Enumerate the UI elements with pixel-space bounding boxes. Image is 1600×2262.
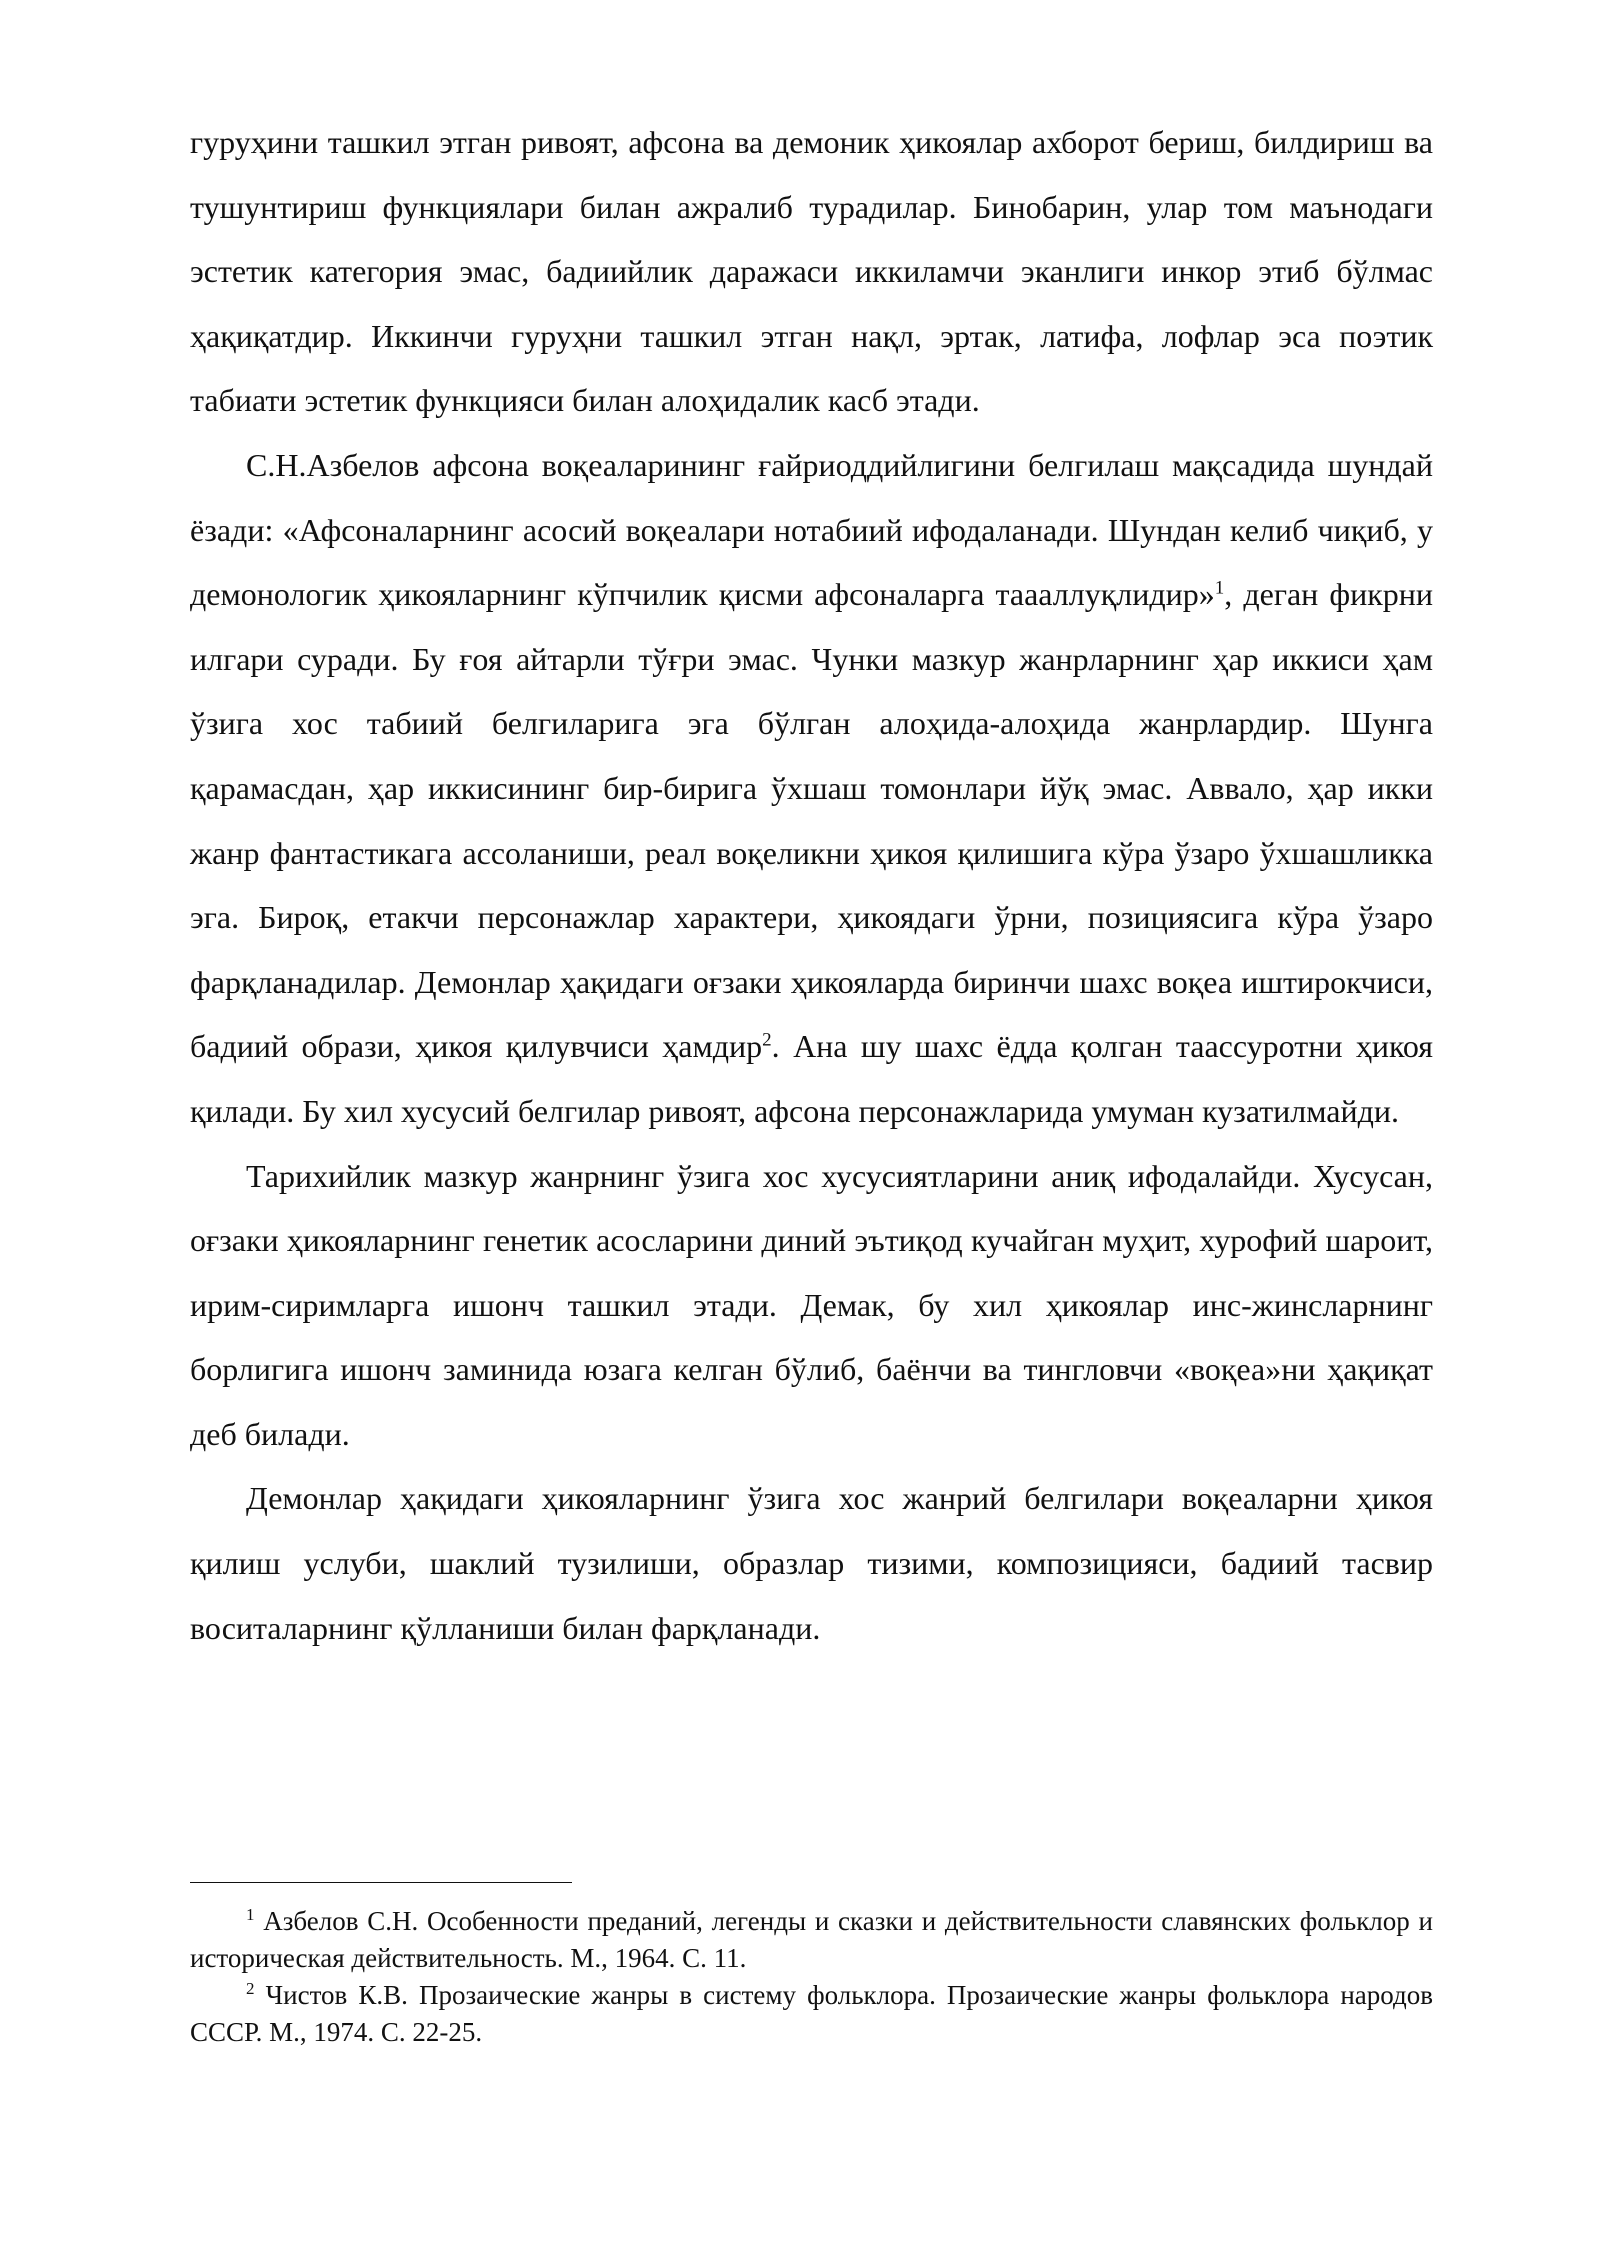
paragraph-text: Тарихийлик мазкур жанрнинг ўзига хос хусусиятларини аниқ ифодалайди. Хусусан, оғзаки ҳикояларнинг генетик асосларини диний эътиқод кучайган муҳит, хурофий шароит, ирим-сиримларга ишонч ташкил этади. Демак, бу хил ҳикоялар инс-жинсларнинг борлигига ишонч заминида юзага келган бўлиб, баёнчи ва тингловчи «воқеа»ни ҳақиқат деб билади. [190, 1157, 1433, 1452]
footnote-number: 1 [246, 1905, 255, 1924]
paragraph-text: Демонлар ҳақидаги ҳикояларнинг ўзига хос жанрий белгилари воқеаларни ҳикоя қилиш услуби, шаклий тузилиши, образлар тизими, композицияси, бадиий тасвир воситаларнинг қўлланиши билан фарқланади. [190, 1480, 1433, 1646]
paragraph-3 [190, 1144, 1433, 1467]
footnotes-section [190, 1882, 1433, 2051]
paragraph-text: , деган фикрни илгари суради. Бу ғоя айтарли тўғри эмас. Чунки мазкур жанрларнинг ҳар иккиси ҳам ўзига хос табиий белгиларига эга бўлган алоҳида-алоҳида жанрлардир. Шунга қарамасдан, ҳар иккисининг бир-бирига ўхшаш томонлари йўқ эмас. Аввало, ҳар икки жанр фантастикага ассоланиши, реал воқеликни ҳикоя қилишига кўра ўзаро ўхшашликка эга. Бироқ, етакчи персонажлар характери, ҳикоядаги ўрни, позициясига кўра ўзаро фарқланадилар. Демонлар ҳақидаги оғзаки ҳикояларда биринчи шахс воқеа иштирокчиси, бадиий образи, ҳикоя қилувчиси ҳамдир [190, 576, 1434, 1065]
paragraph-2 [190, 433, 1433, 1144]
footnote-2 [190, 1977, 1433, 2051]
document-body [190, 110, 1433, 1660]
footnote-reference-2[interactable]: 2 [762, 1029, 772, 1051]
footnote-text: Чистов К.В. Прозаические жанры в систему фольклора. Прозаические жанры фольклора народов СССР. М., 1974. С. 22-25. [190, 1980, 1433, 2047]
paragraph-text: С.Н.Азбелов афсона воқеаларининг ғайриоддийлигини белгилаш мақсадида шундай ёзади: «Афсоналарнинг асосий воқеалари нотабиий ифодаланади. Шундан келиб чиқиб, у демонологик ҳикояларнинг кўпчилик қисми афсоналарга таааллуқлидир» [190, 446, 1433, 613]
footnote-text: Азбелов С.Н. Особенности преданий, легенды и сказки и действительности славянских фольклор и историческая действительность. М., 1964. С. 11. [190, 1906, 1433, 1973]
paragraph-text: гуруҳини ташкил этган ривоят, афсона ва демоник ҳикоялар ахборот бериш, билдириш ва тушунтириш функциялари билан ажралиб турадилар. Бинобарин, улар том маънодаги эстетик категория эмас, бадиийлик даражаси иккиламчи эканлиги инкор этиб бўлмас ҳақиқатдир. Иккинчи гуруҳни ташкил этган нақл, эртак, латифа, лофлар эса поэтик табиати эстетик функцияси билан алоҳидалик касб этади. [190, 124, 1433, 419]
paragraph-1 [190, 110, 1433, 433]
footnote-1 [190, 1903, 1433, 1977]
footnote-reference-1[interactable]: 1 [1214, 577, 1225, 599]
paragraph-4 [190, 1466, 1433, 1660]
footnote-separator [190, 1882, 572, 1883]
paragraph-text: . Ана шу шахс ёдда қолган таассуротни ҳикоя қилади. Бу хил хусусий белгилар ривоят, афсона персонажларида умуман кузатилмайди. [190, 1028, 1434, 1129]
footnote-number: 2 [246, 1979, 255, 1998]
